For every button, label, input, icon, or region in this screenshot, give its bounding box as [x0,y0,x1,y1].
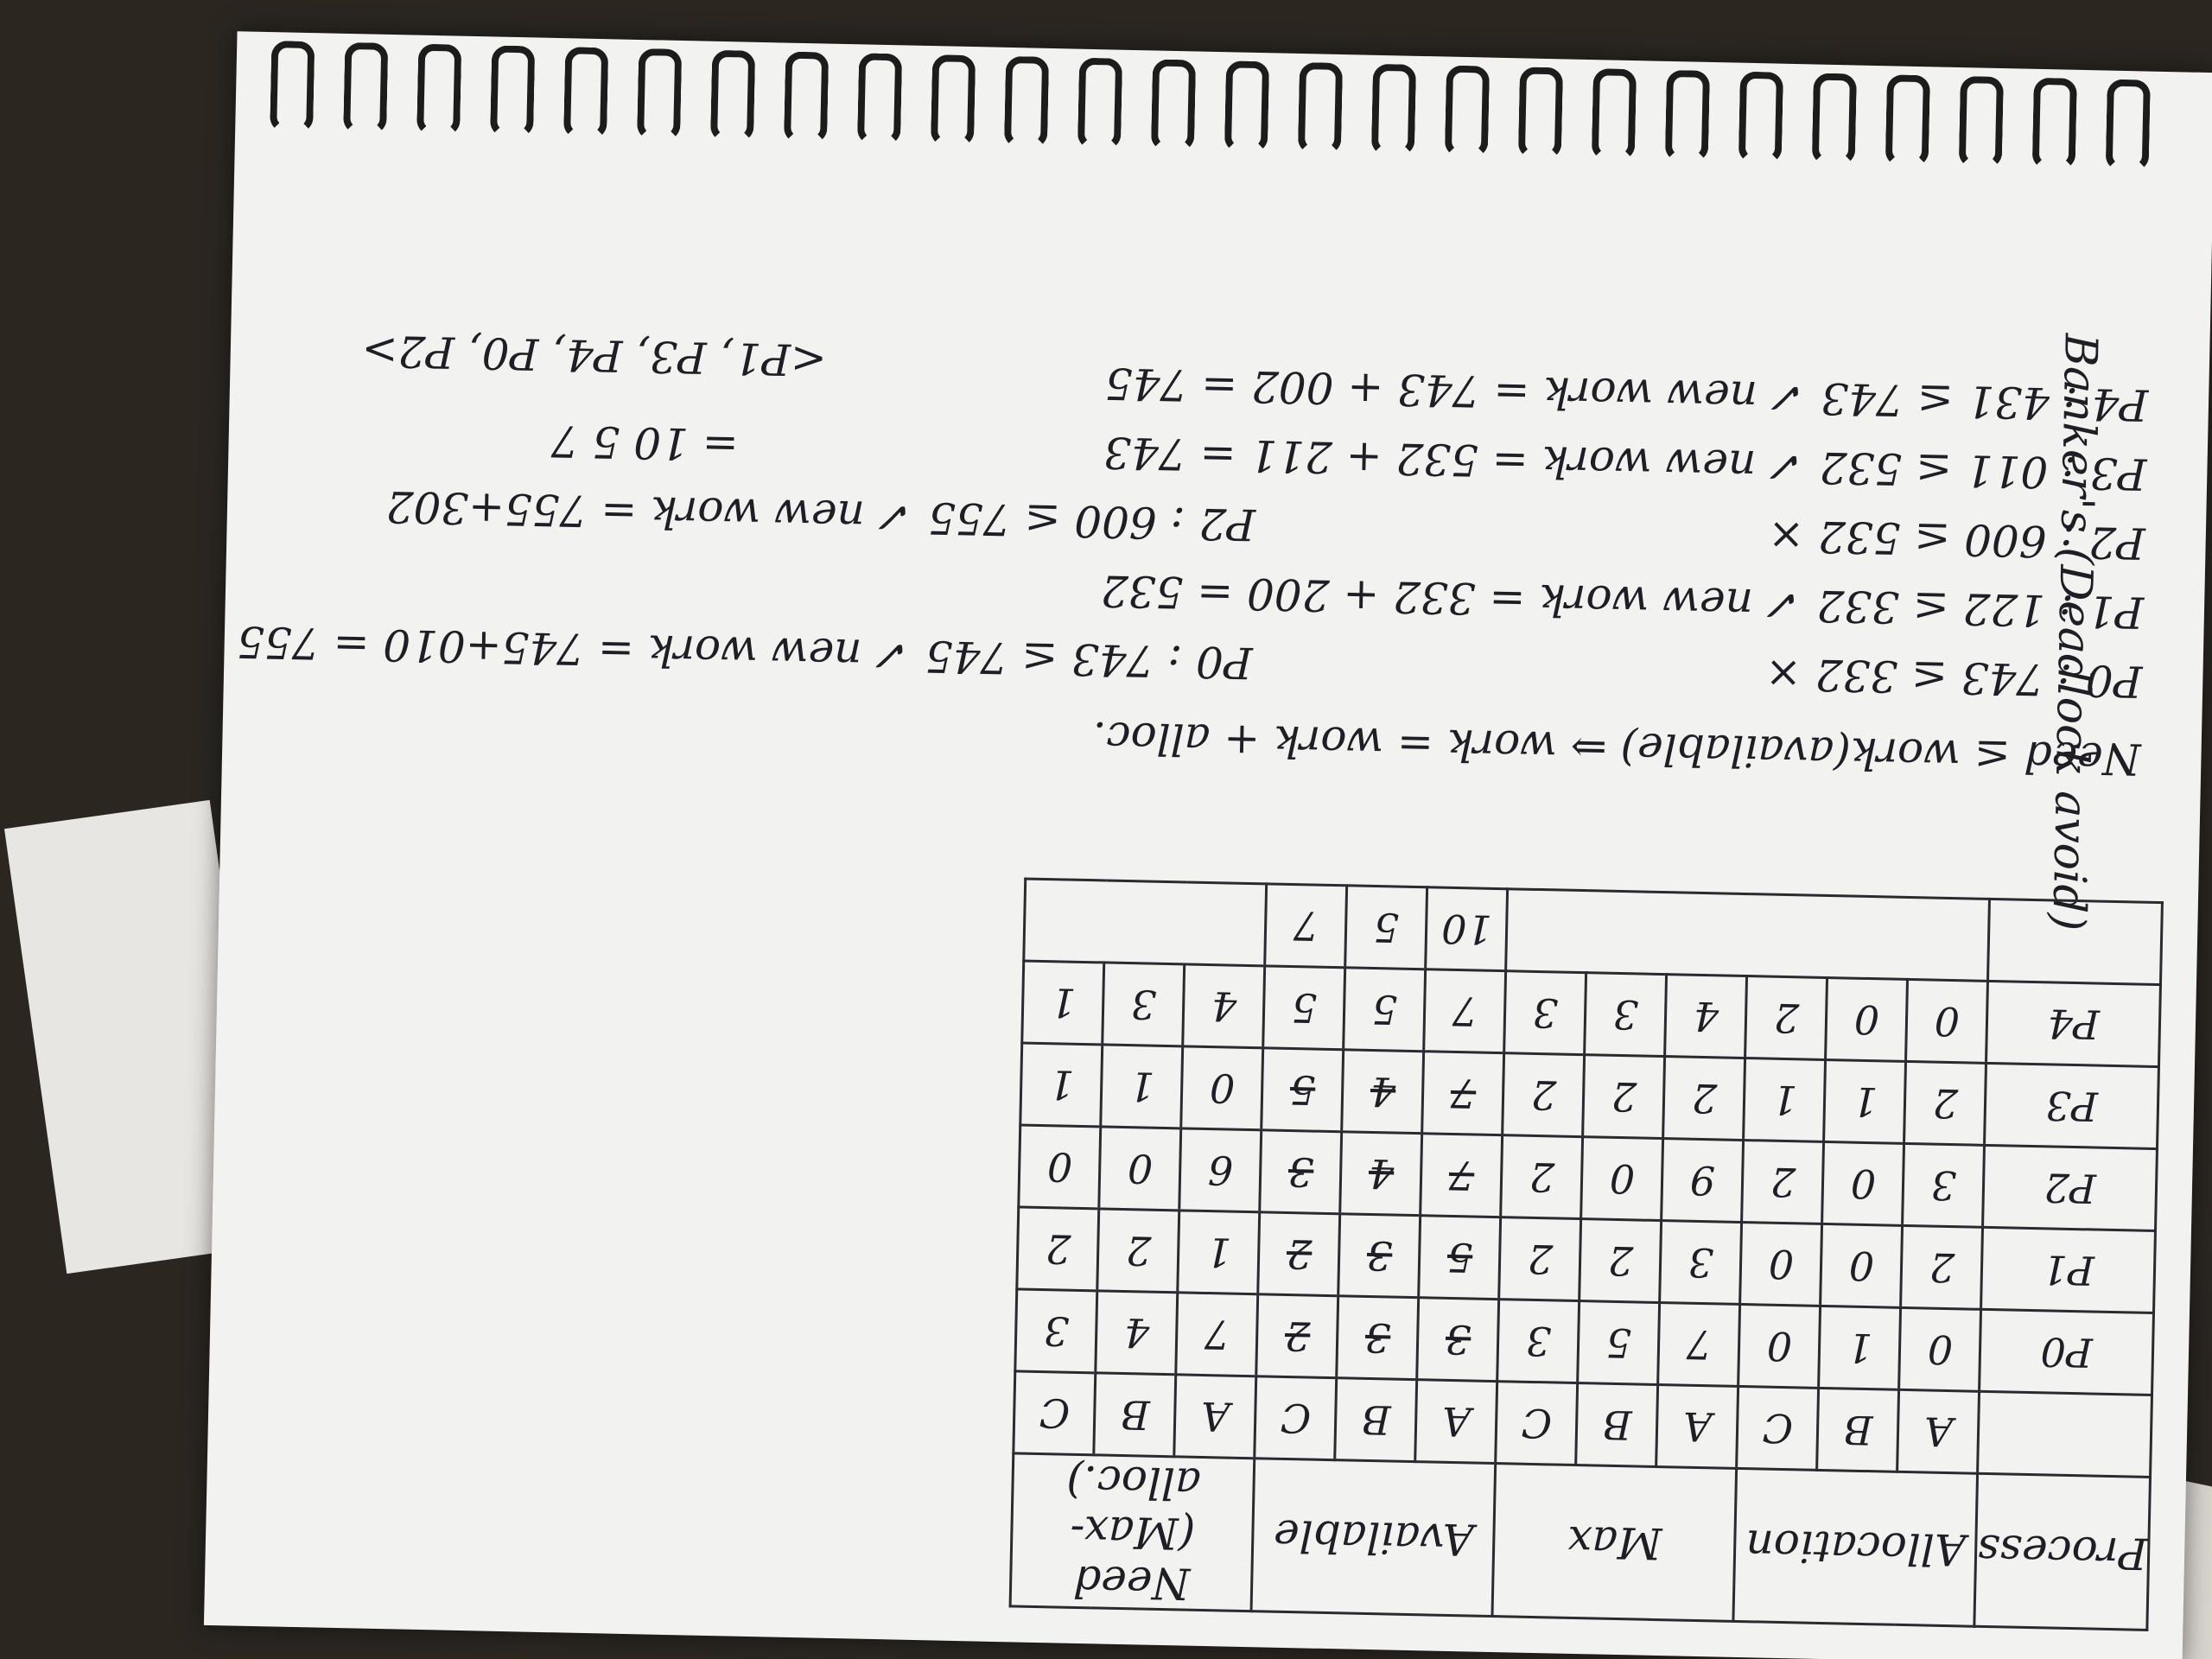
need-cell: 0 [1181,1046,1263,1130]
final-available-a: 10 [1426,887,1508,971]
header-allocation: Allocation [1733,1468,1978,1626]
need-cell: 1 [1020,1043,1103,1127]
bankers-table [1009,878,2164,1631]
subheader: C [1014,1371,1096,1455]
final-blank [1024,879,1267,966]
allocation-cell: 0 [1899,1307,1981,1391]
subheader: B [1576,1383,1658,1467]
available-cell: 5 [1262,1048,1344,1132]
allocation-cell: 1 [1744,1058,1826,1142]
need-cell: 2 [1017,1207,1099,1291]
header-available: Available [1251,1459,1496,1617]
need-cell: 1 [1178,1211,1260,1294]
max-cell: 3 [1660,1221,1742,1305]
max-cell: 2 [1580,1219,1662,1303]
need-cell: 2 [1097,1209,1179,1293]
subheader: B [1335,1378,1417,1462]
allocation-cell: 2 [1901,1225,1983,1309]
process-cell: P3 [1985,1063,2159,1148]
available-cell: 3 [1260,1130,1342,1214]
note-p0-retry: P0 : 743 ≤ 745 ✓ new work = 745+010 = 755 [236,616,1254,688]
handwritten-content [204,31,2212,1659]
max-cell: 3 [1504,971,1586,1055]
note-p4: P4 : 431 ≤ 743 ✓ new work = 743 + 002 = 745 [1104,358,2149,430]
allocation-cell: 0 [1821,1224,1903,1307]
subheader-blank [1978,1391,2152,1477]
max-cell: 7 [1658,1303,1740,1387]
available-cell: 2 [1258,1212,1340,1296]
max-cell: 2 [1583,1055,1665,1139]
header-max: Max [1492,1464,1737,1622]
page-title: Banker's (Deadlock avoid) [2042,333,2107,931]
final-available-c: 7 [1265,884,1347,968]
available-cell: 3 [1337,1296,1419,1380]
subheader: A [1897,1389,1980,1473]
final-blank [1988,899,2163,984]
need-cell: 3 [1103,963,1185,1046]
allocation-cell: 0 [1906,979,1988,1063]
need-cell: 6 [1179,1128,1262,1212]
available-cell: 5 [1344,968,1426,1052]
max-cell: 2 [1501,1135,1583,1219]
allocation-cell: 1 [1824,1059,1906,1143]
need-cell: 4 [1096,1291,1178,1375]
header-process: Process [1974,1473,2150,1630]
available-cell: 5 [1419,1216,1501,1300]
header-need: Need (Max-alloc.) [1011,1453,1255,1611]
max-cell: 2 [1503,1053,1585,1137]
subheader: C [1255,1376,1337,1460]
need-cell: 7 [1176,1293,1258,1376]
need-cell: 1 [1101,1045,1183,1128]
final-blank [1506,889,1990,982]
allocation-cell: 0 [1822,1141,1904,1225]
max-cell: 5 [1578,1301,1660,1385]
need-cell: 4 [1183,964,1265,1048]
max-cell: 4 [1665,975,1747,1058]
max-cell: 2 [1499,1217,1581,1301]
subheader: C [1496,1382,1578,1465]
final-available-b: 5 [1345,886,1427,969]
need-cell: 0 [1019,1125,1101,1209]
note-rule: Need ≤ work(available) ⇒ work = work + alloc. [1092,712,2142,785]
allocation-cell: 1 [1819,1306,1901,1389]
available-cell: 4 [1340,1132,1422,1216]
note-p2: P2 : 600 ≤ 532 × [1767,510,2146,569]
available-cell: 7 [1422,1052,1504,1135]
safe-sequence: <P1, P3, P4, P0, P2> [361,325,828,385]
allocation-cell: 0 [1740,1222,1822,1306]
subheader: B [1094,1373,1176,1457]
note-p0: P0 : 743 ≤ 332 × [1764,648,2143,707]
allocation-cell: 2 [1742,1141,1824,1224]
max-cell: 2 [1663,1057,1745,1141]
available-cell: 3 [1338,1214,1421,1298]
process-cell: P0 [1980,1309,2154,1395]
process-cell: P4 [1986,981,2161,1066]
allocation-cell: 3 [1903,1143,1985,1227]
max-cell: 3 [1497,1300,1580,1383]
allocation-cell: 0 [1738,1304,1821,1388]
max-cell: 0 [1581,1137,1663,1221]
allocation-cell: 0 [1826,978,1908,1062]
allocation-cell: 2 [1745,976,1827,1060]
subheader: A [1415,1380,1497,1464]
need-cell: 0 [1099,1127,1181,1211]
note-p3: P3 : 011 ≤ 532 ✓ new work = 532 + 211 = 743 [1103,427,2147,499]
subheader: A [1656,1385,1738,1469]
notebook-page [204,31,2212,1659]
subheader: A [1174,1375,1256,1459]
available-cell: 5 [1263,966,1345,1050]
subheader: B [1817,1388,1899,1471]
process-cell: P2 [1983,1145,2158,1230]
note-p1: P1 : 122 ≤ 332 ✓ new work = 332 + 200 = 532 [1100,565,2145,638]
available-cell: 3 [1417,1298,1499,1382]
process-cell: P1 [1981,1227,2156,1313]
available-cell: 7 [1421,1134,1503,1217]
need-cell: 1 [1022,961,1104,1045]
available-cell: 7 [1424,969,1506,1053]
note-p2-retry: P2 : 600 ≤ 755 ✓ new work = 755+302 [385,480,1256,550]
max-cell: 3 [1585,973,1667,1057]
allocation-cell: 2 [1904,1061,1986,1145]
available-cell: 4 [1342,1050,1424,1134]
need-cell: 3 [1015,1289,1097,1373]
subheader: C [1737,1386,1819,1470]
available-cell: 2 [1256,1294,1338,1378]
max-cell: 9 [1662,1139,1744,1223]
note-total: = 10 5 7 [550,415,740,470]
